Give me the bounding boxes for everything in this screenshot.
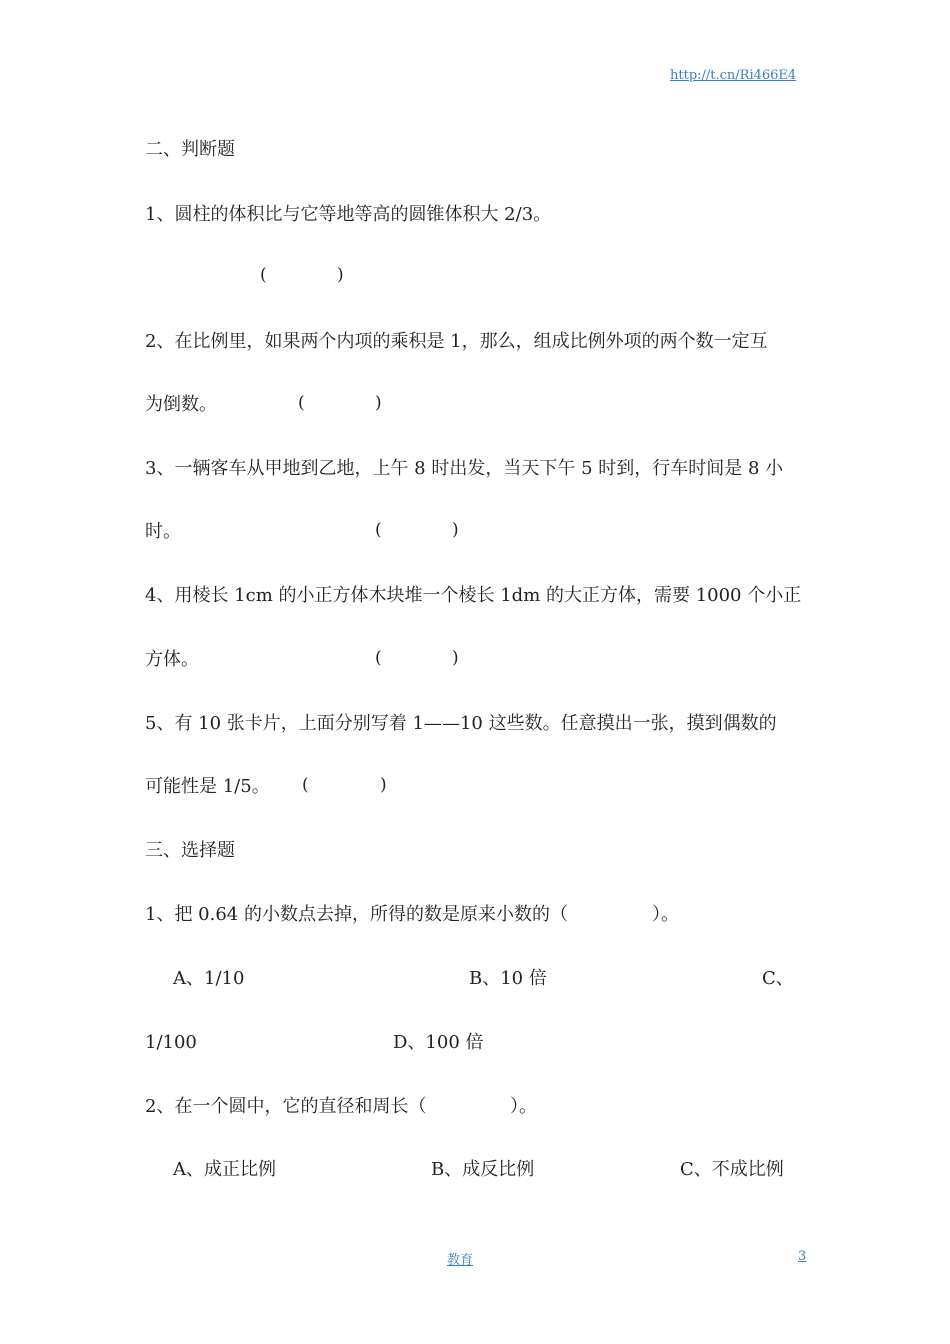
choice-q2-text: 2、在一个圆中，它的直径和周长（	[145, 1096, 427, 1117]
header-url-link[interactable]: http://t.cn/Ri466E4	[670, 68, 797, 83]
judge-q1-text: 1、圆柱的体积比与它等地等高的圆锥体积大 2/3。	[145, 204, 552, 225]
judge-q4-paren-open: (	[375, 648, 382, 668]
choice-q1-option-d: D、100 倍	[393, 1032, 484, 1053]
choice-q2-option-b: B、成反比例	[431, 1159, 535, 1180]
judge-q2-paren-close: )	[375, 393, 382, 413]
judge-q5-line2: 可能性是 1/5。	[145, 776, 270, 797]
judge-q1-paren-close: )	[337, 265, 344, 285]
choice-q1-text-end: ）。	[652, 904, 679, 925]
judge-q4-paren-close: )	[452, 648, 459, 668]
judge-q2-line1: 2、在比例里，如果两个内项的乘积是 1，那么，组成比例外项的两个数一定互	[145, 331, 768, 352]
footer-page-number[interactable]: 3	[798, 1249, 807, 1264]
judge-q3-line2: 时。	[145, 521, 181, 542]
choice-q2-option-c: C、不成比例	[680, 1159, 784, 1180]
choice-q2-option-a: A、成正比例	[173, 1159, 276, 1180]
choice-q2-text-end: ）。	[510, 1096, 537, 1117]
judge-q3-line1: 3、一辆客车从甲地到乙地，上午 8 时出发，当天下午 5 时到，行车时间是 8 小	[145, 458, 784, 479]
judge-q5-paren-open: (	[302, 775, 309, 795]
judge-q3-paren-open: (	[375, 520, 382, 540]
footer-center-link[interactable]: 教育	[447, 1253, 474, 1268]
choice-q1-option-b: B、10 倍	[469, 968, 547, 989]
judge-q2-line2: 为倒数。	[145, 394, 217, 415]
judge-q5-line1: 5、有 10 张卡片，上面分别写着 1——10 这些数。任意摸出一张，摸到偶数的	[145, 713, 777, 734]
judge-q4-line2: 方体。	[145, 649, 199, 670]
choice-q1-option-a: A、1/10	[173, 968, 245, 989]
section-3-title: 三、选择题	[145, 840, 235, 861]
choice-q1-text: 1、把 0.64 的小数点去掉，所得的数是原来小数的（	[145, 904, 568, 925]
judge-q1-paren-open: (	[260, 265, 267, 285]
judge-q2-paren-open: (	[298, 393, 305, 413]
judge-q4-line1: 4、用棱长 1cm 的小正方体木块堆一个棱长 1dm 的大正方体，需要 1000 个小正	[145, 585, 802, 606]
choice-q1-option-c-cont: 1/100	[145, 1032, 197, 1053]
judge-q5-paren-close: )	[380, 775, 387, 795]
judge-q3-paren-close: )	[452, 520, 459, 540]
choice-q1-option-c: C、	[762, 968, 794, 989]
section-2-title: 二、判断题	[145, 139, 235, 160]
